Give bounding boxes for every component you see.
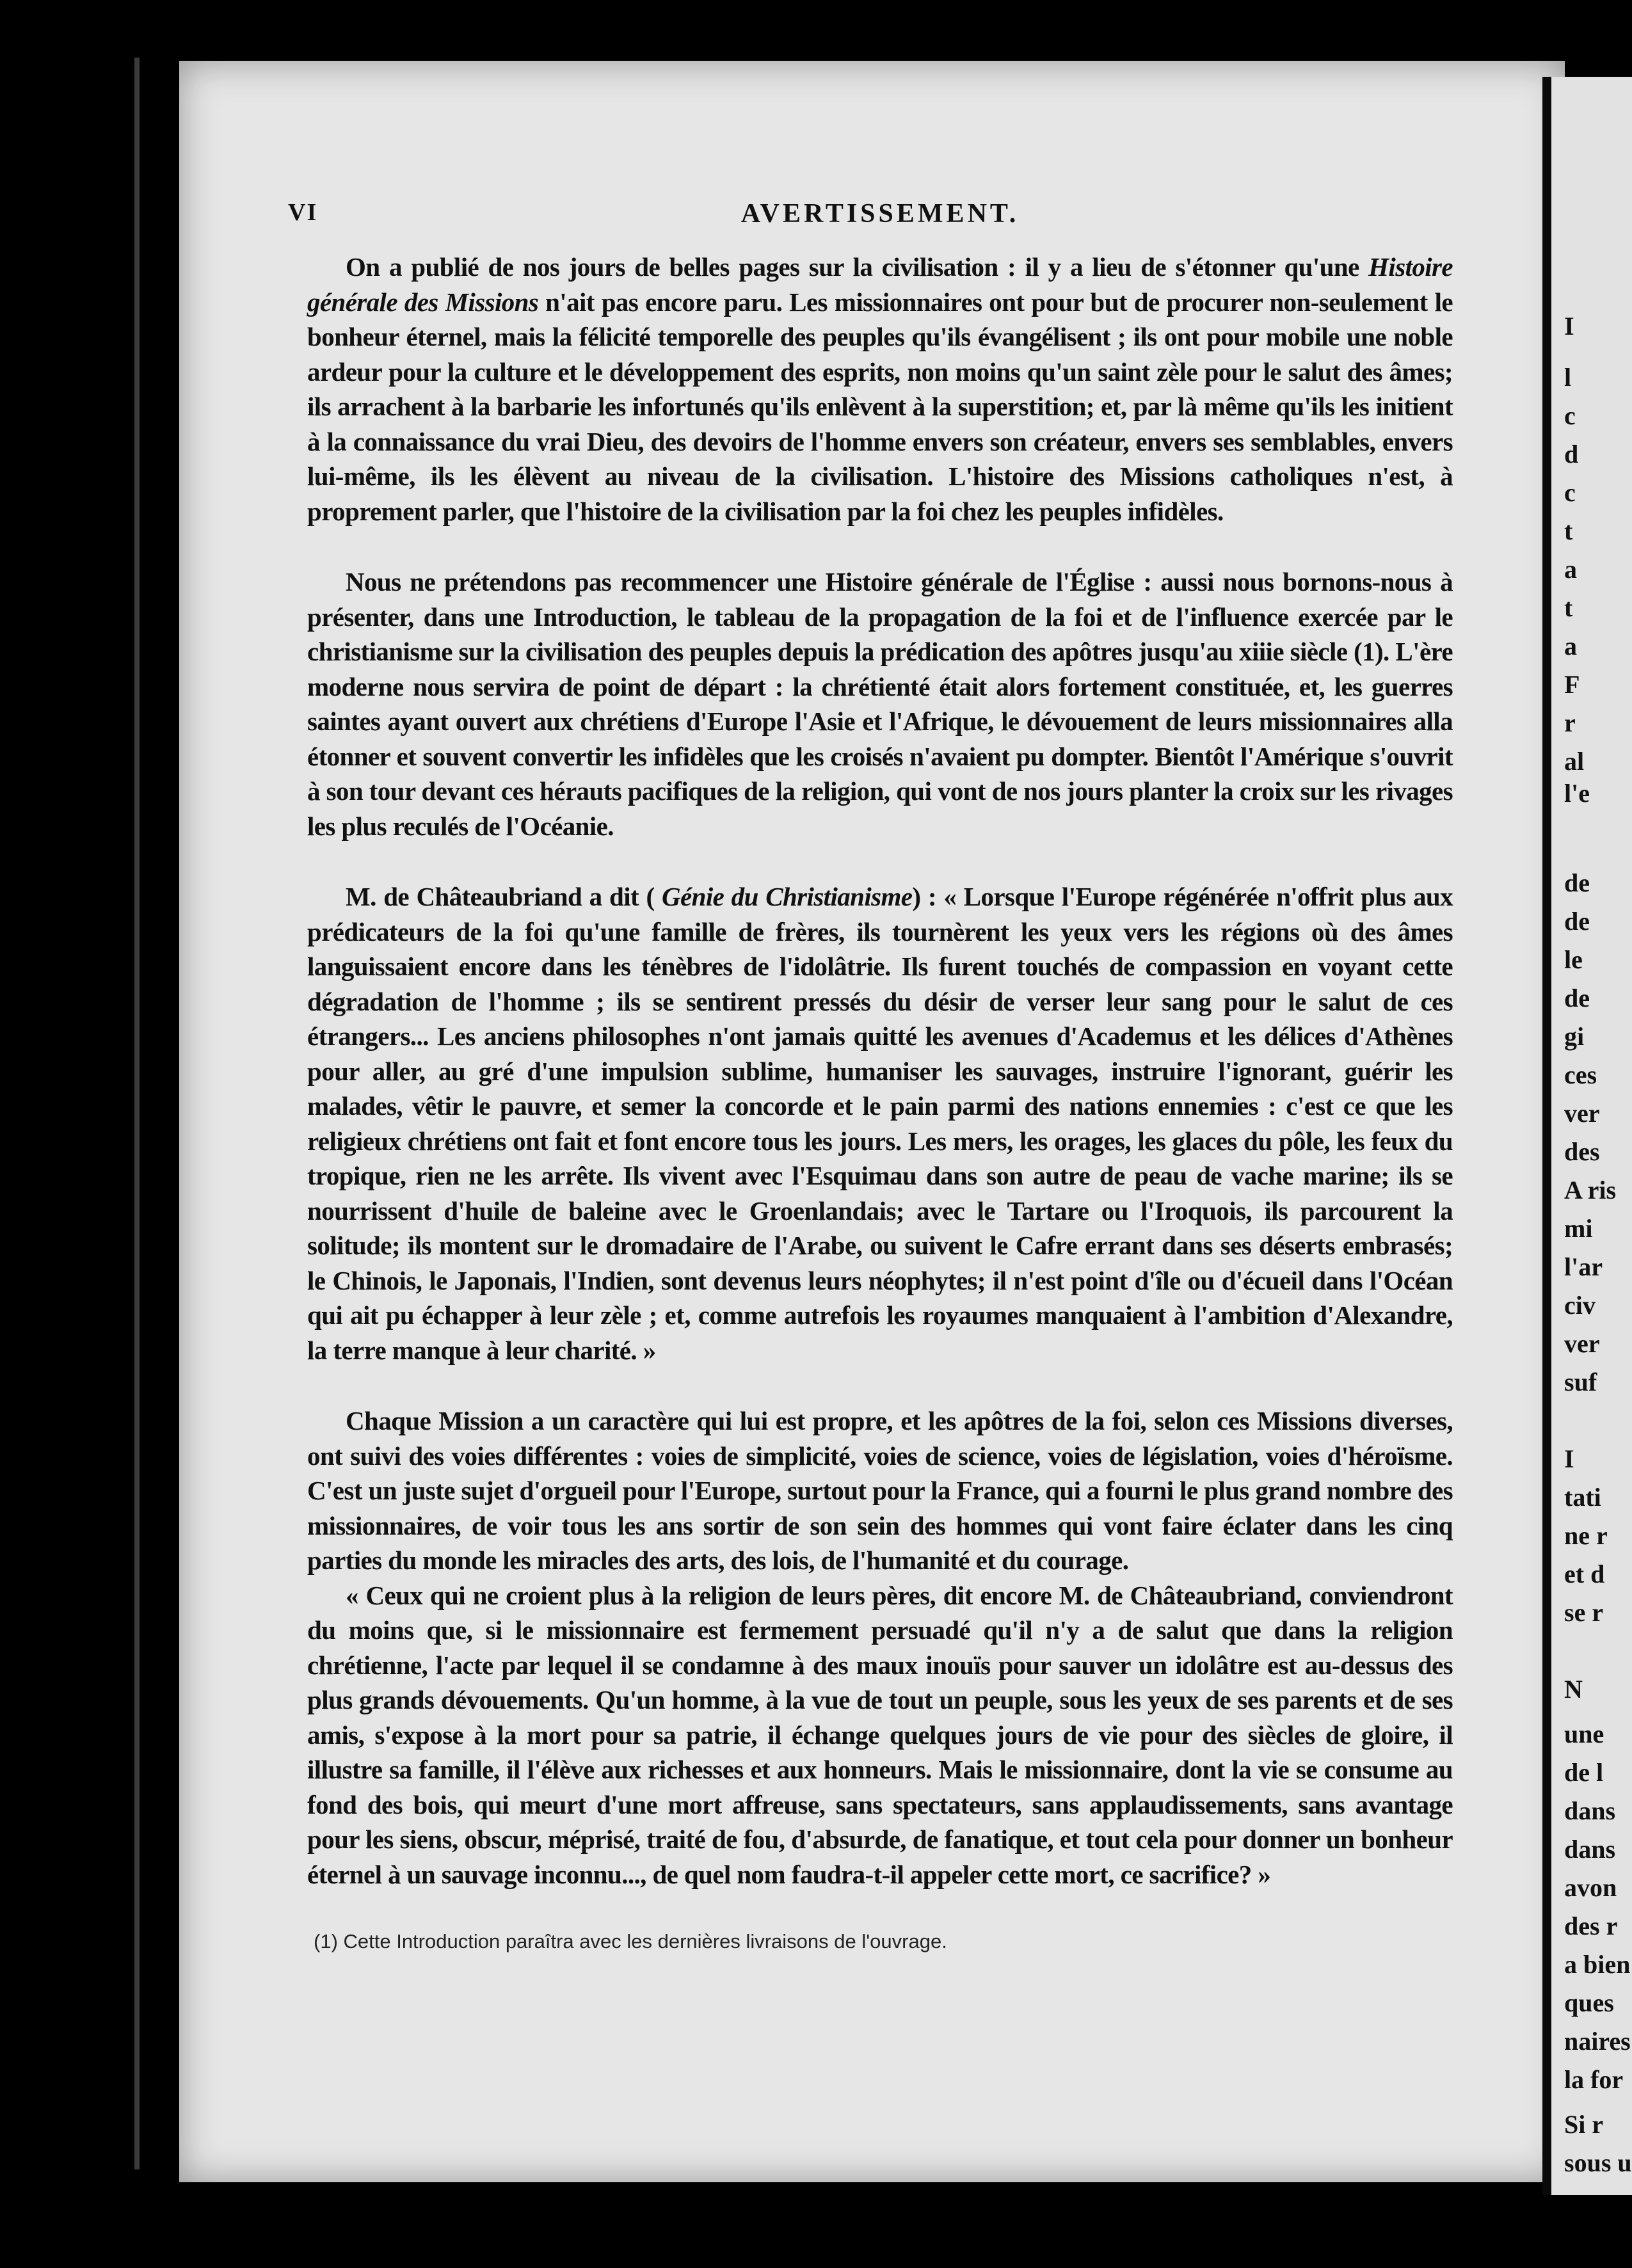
facing-page-fragment: al — [1564, 747, 1585, 776]
facing-page-fragment: de — [1564, 907, 1590, 936]
facing-page-fragment: a — [1564, 555, 1577, 584]
facing-page-fragment: civ — [1564, 1291, 1596, 1320]
facing-page-fragment: I — [1564, 1444, 1574, 1473]
facing-page-fragment: le — [1564, 945, 1583, 974]
facing-page-fragment: t — [1564, 593, 1573, 622]
facing-page-fragment: mi — [1564, 1214, 1593, 1243]
facing-page-fragment: gi — [1564, 1022, 1585, 1051]
scanned-page — [179, 61, 1565, 2182]
paragraph — [307, 1578, 1453, 1892]
binding-gutter — [134, 58, 140, 2169]
paragraph — [307, 879, 1453, 1368]
facing-page-fragment: N — [1564, 1675, 1583, 1704]
text-run: On a publié de nos jours de belles pages sur la civilisation : il y a lieu de s'étonner qu'une — [346, 252, 1369, 282]
facing-page-fragment: t — [1564, 516, 1573, 545]
text-run: n'ait pas encore paru. Les missionnaires ont pour but de procurer non-seulement le bonheur éternel, mais la félicité temporelle des peuples qu'ils évangélisent ; ils ont pour mobile une noble ardeur pour la culture et le développement des esprits, non moins qu'un saint zèle pour le salut des âmes; ils arrachent à la barbarie les infortunés qu'ils enlèvent à la superstition; et, par là même qu'ils les initient à la connaissance du vrai Dieu, des devoirs de l'homme envers son créateur, envers ses semblables, envers lui-même, ils les élèvent au niveau de la civilisation. L'histoire des Missions catholiques n'est, à proprement parler, que l'histoire de la civilisation par la foi chez les peuples infidèles. — [307, 287, 1453, 526]
italic-title: Génie du Christianisme — [662, 882, 913, 911]
facing-page-fragment: des — [1564, 1137, 1600, 1166]
facing-page-fragment: dans — [1564, 1796, 1616, 1825]
text-run: « Ceux qui ne croient plus à la religion de leurs pères, dit encore M. de Châteaubriand, conviendront du moins que, si le missionnaire est fermement persuadé qu'il n'y a de salut que dans la religion chrétienne, l'acte par lequel il se condamne à des maux inouïs pour sauver un idolâtre est au-dessus des plus grands dévouements. Qu'un homme, à la vue de tout un peuple, sous les yeux de ses parents et de ses amis, s'expose à la mort pour sa patrie, il échange quelques jours de vie pour des siècles de gloire, il illustre sa famille, il l'élève aux richesses et aux honneurs. Mais le missionnaire, dont la vie se consume au fond des bois, qui meurt d'une mort affreuse, sans spectateurs, sans applaudissements, sans avantage pour les siens, obscur, méprisé, traité de fou, d'absurde, de fanatique, et tout cela pour donner un bonheur éternel à un sauvage inconnu..., de quel nom faudra-t-il appeler cette mort, ce sacrifice? » — [307, 1580, 1453, 1889]
text-body — [307, 250, 1453, 1892]
paragraph — [307, 564, 1453, 843]
facing-page-fragment: de l — [1564, 1758, 1604, 1787]
facing-page-fragment: se r — [1564, 1598, 1604, 1627]
page-number: VI — [288, 199, 318, 226]
facing-page-fragment: et d — [1564, 1560, 1605, 1588]
running-title: AVERTISSEMENT. — [740, 199, 1020, 228]
facing-page-fragment: d — [1564, 440, 1579, 468]
facing-page-fragment: l'e — [1564, 779, 1590, 808]
facing-page-fragment: sous u — [1564, 2148, 1632, 2177]
facing-page-fragment: tati — [1564, 1483, 1601, 1512]
facing-page-fragment: r — [1564, 708, 1576, 737]
facing-page-fragment: avon — [1564, 1873, 1617, 1902]
paragraph — [307, 1403, 1453, 1578]
italic-title: Histoire générale des Missions — [307, 252, 1453, 317]
facing-page-fragment: c — [1564, 478, 1576, 507]
facing-page-fragment: ne r — [1564, 1521, 1608, 1550]
facing-page-fragment: de — [1564, 984, 1590, 1012]
facing-page-fragment: A ris — [1564, 1176, 1617, 1204]
text-run: Nous ne prétendons pas recommencer une Histoire générale de l'Église : aussi nous bornons-nous à présenter, dans une Introduction, le tableau de la propagation de la foi et de l'influence exercée par le christianisme sur la civilisation des peuples depuis la prédication des apôtres jusqu'au xiiie siècle (1). L'ère moderne nous servira de point de départ : la chrétienté était alors fortement constituée, et, les guerres saintes ayant ouvert aux chrétiens d'Europe l'Asie et l'Afrique, le dévouement de leurs missionnaires alla étonner et souvent convertir les infidèles que les croisés n'avaient pu dompter. Bientôt l'Amérique s'ouvrit à son tour devant ces hérauts pacifiques de la religion, qui vont de nos jours planter la croix sur les rivages les plus reculés de l'Océanie. — [307, 567, 1453, 841]
facing-page-fragment: ver — [1564, 1329, 1600, 1358]
facing-page-fragment: de — [1564, 868, 1590, 897]
text-run: Chaque Mission a un caractère qui lui est propre, et les apôtres de la foi, selon ces Missions diverses, ont suivi des voies différentes : voies de simplicité, voies de science, voies de législation, voies d'héroïsme. C'est un juste sujet d'orgueil pour l'Europe, surtout pour la France, qui a fourni le plus grand nombre des missionnaires, de voir tous les ans sortir de son sein des hommes qui vont faire éclater dans les cinq parties du monde les miracles des arts, des lois, de l'humanité et du courage. — [307, 1406, 1453, 1575]
facing-page-fragment: la for — [1564, 2065, 1624, 2094]
text-run: ) : « Lorsque l'Europe régénérée n'offrit plus aux prédicateurs de la foi qu'une famille de frères, ils tournèrent les yeux vers les régions où des âmes languissaient encore dans les ténèbres de l'idolâtrie. Ils furent touchés de compassion en voyant cette dégradation de l'homme ; ils se sentirent pressés du désir de verser leur sang pour le salut de ces étrangers... Les anciens philosophes n'ont jamais quitté les avenues d'Academus et les délices d'Athènes pour aller, au gré d'une impulsion sublime, humaniser les sauvages, instruire l'ignorant, guérir les malades, vêtir le pauvre, et semer la concorde et le pain parmi des nations ennemies : c'est ce que les religieux chrétiens ont fait et font encore tous les jours. Les mers, les orages, les glaces du pôle, les feux du tropique, rien ne les arrête. Ils vivent avec l'Esquimau dans son autre de peau de vache marine; ils se nourrissent d'huile de baleine avec le Groenlandais; avec le Tartare ou l'Iroquois, ils parcourent la solitude; ils montent sur le dromadaire de l'Arabe, ou suivent le Cafre errant dans ses déserts embrasés; le Chinois, le Japonais, l'Indien, sont devenus leurs néophytes; il n'est point d'île ou d'écueil dans l'Océan qui ait pu échapper à leur zèle ; et, comme autrefois les royaumes manquaient à l'ambition d'Alexandre, la terre manque à leur charité. » — [307, 882, 1453, 1365]
facing-page-fragment: dans — [1564, 1835, 1616, 1864]
facing-page-fragment: l — [1564, 363, 1572, 392]
facing-page-fragment: des r — [1564, 1912, 1618, 1940]
footnote: (1) Cette Introduction paraîtra avec les dernières livraisons de l'ouvrage. — [314, 1930, 947, 1953]
facing-page-fragment: suf — [1564, 1368, 1597, 1396]
text-run: M. de Châteaubriand a dit ( — [346, 882, 662, 911]
facing-page-fragment: ces — [1564, 1060, 1597, 1089]
facing-page-fragment: a — [1564, 632, 1577, 660]
page-header — [288, 198, 1453, 250]
facing-page-fragment: Si r — [1564, 2110, 1604, 2139]
facing-page-fragment: l'ar — [1564, 1252, 1603, 1281]
facing-page-fragment: ques — [1564, 1988, 1614, 2017]
facing-page-fragment: c — [1564, 401, 1576, 430]
facing-page-fragment: une — [1564, 1720, 1604, 1748]
paragraph — [307, 250, 1453, 529]
facing-page-fragment: ver — [1564, 1099, 1600, 1128]
facing-page-edge — [1542, 77, 1632, 2195]
facing-page-fragment: F — [1564, 670, 1580, 699]
page-body — [288, 198, 1453, 1954]
facing-page-fragment: a bien — [1564, 1950, 1631, 1979]
facing-page-fragment: I — [1564, 312, 1574, 340]
facing-page-fragment: naires — [1564, 2027, 1631, 2056]
